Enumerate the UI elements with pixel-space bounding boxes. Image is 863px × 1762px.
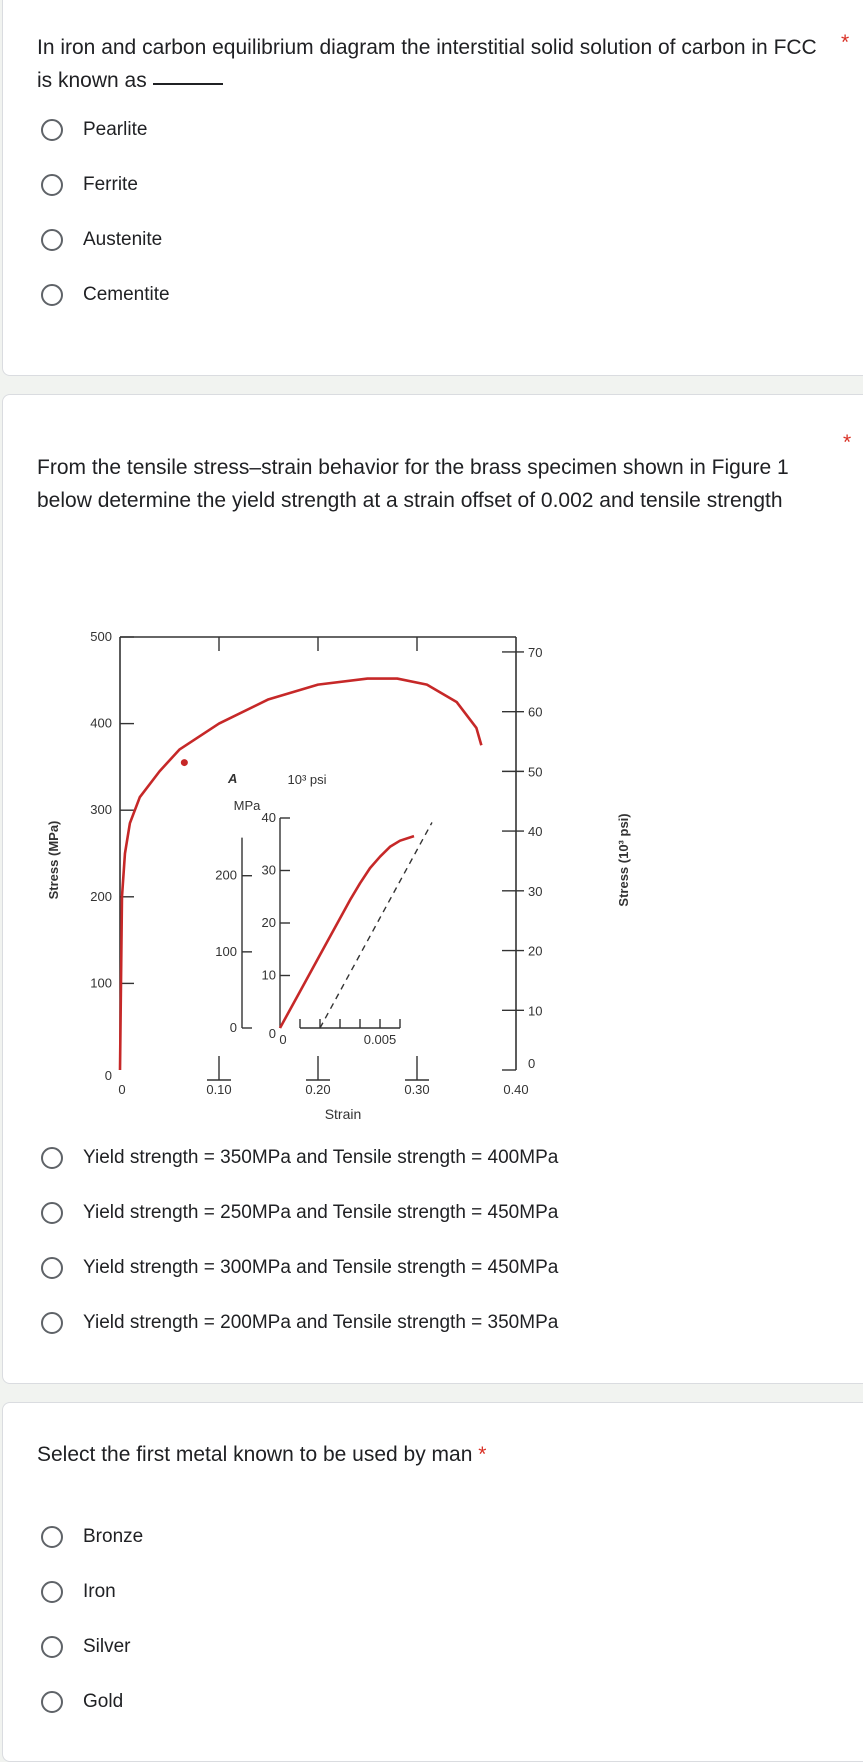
question-card-1: [2, 0, 863, 376]
option-yield-200[interactable]: [37, 1306, 558, 1340]
y-tick-label-left: 400: [90, 715, 112, 731]
inset-psi-tick-label: 20: [261, 915, 276, 930]
y-tick-label-left: 100: [90, 975, 112, 991]
inset-mpa-tick-label: 200: [215, 867, 237, 883]
option-bronze[interactable]: [37, 1520, 143, 1554]
inset-psi-tick-label: 30: [261, 862, 276, 878]
y-tick-label-right: 10: [528, 1003, 543, 1019]
inset-x-tick-label: 0.005: [363, 1032, 397, 1047]
option-ferrite[interactable]: [37, 168, 138, 202]
option-pearlite[interactable]: [37, 113, 147, 147]
x-axis-label: Strain: [324, 1106, 362, 1120]
option-silver[interactable]: [37, 1630, 131, 1664]
option-label: Bronze: [83, 1526, 144, 1547]
radio-button[interactable]: [41, 1581, 63, 1603]
y-tick-label-right: 50: [528, 764, 543, 780]
radio-button[interactable]: [41, 284, 63, 306]
radio-button[interactable]: [41, 174, 63, 196]
point-a-marker: [181, 759, 188, 766]
question-text-2: From the tensile stress–strain behavior for the brass specimen shown in Figure 1 below determine the yield strength at a strain offset of 0.002 and tensile strength: [37, 456, 789, 512]
option-label: Yield strength = 300MPa and Tensile strength = 450MPa: [83, 1257, 559, 1278]
option-iron[interactable]: [37, 1575, 116, 1609]
option-label: Yield strength = 350MPa and Tensile strength = 400MPa: [83, 1147, 559, 1168]
y-tick-label-right: 40: [528, 824, 543, 840]
stress-strain-curve: [120, 679, 481, 1070]
stress-strain-chart: [36, 620, 676, 1120]
inset-mpa-label: MPa: [233, 798, 261, 813]
option-label: Silver: [83, 1636, 131, 1657]
y-tick-label-right: 60: [528, 704, 543, 720]
inset-x-tick-label: 0: [279, 1032, 287, 1047]
x-tick-label: 0.10: [206, 1082, 232, 1097]
x-tick-label: 0.30: [404, 1082, 430, 1097]
option-yield-350[interactable]: [37, 1141, 558, 1175]
option-cementite[interactable]: [37, 278, 170, 312]
y-tick-label-left: 300: [90, 802, 112, 818]
y-tick-label-right: 0: [528, 1056, 536, 1071]
option-yield-250[interactable]: [37, 1196, 558, 1230]
y-tick-label-right: 20: [528, 943, 543, 959]
radio-button[interactable]: [41, 229, 63, 251]
y-tick-label-right: 30: [528, 883, 543, 899]
required-asterisk: *: [843, 431, 852, 454]
inset-curve: [280, 836, 414, 1028]
question-text-1: In iron and carbon equilibrium diagram the interstitial solid solution of carbon in FCC is known as: [37, 36, 817, 92]
option-label: Yield strength = 200MPa and Tensile strength = 350MPa: [83, 1312, 559, 1333]
option-label: Cementite: [83, 284, 170, 305]
option-label: Ferrite: [83, 174, 138, 195]
y-axis-label-left: Stress (MPa): [46, 820, 61, 900]
inset-psi-tick-label: 0: [268, 1026, 276, 1041]
y-axis-label-right: Stress (10³ psi): [616, 813, 631, 907]
required-asterisk: *: [841, 31, 850, 54]
question-text-3: Select the first metal known to be used by man *: [37, 1443, 487, 1466]
option-label: Iron: [83, 1581, 116, 1602]
option-label: Gold: [83, 1691, 124, 1712]
radio-button[interactable]: [41, 1257, 63, 1279]
inset-psi-label: 10³ psi: [287, 772, 327, 787]
x-tick-label: 0: [118, 1082, 126, 1097]
inset-psi-tick-label: 40: [261, 810, 276, 825]
radio-button[interactable]: [41, 1526, 63, 1548]
option-label: Yield strength = 250MPa and Tensile strength = 450MPa: [83, 1202, 559, 1223]
option-gold[interactable]: [37, 1685, 123, 1719]
radio-button[interactable]: [41, 119, 63, 141]
required-asterisk: *: [478, 1443, 487, 1466]
question-card-3: [2, 1402, 863, 1762]
radio-button[interactable]: [41, 1636, 63, 1658]
y-tick-label-left: 200: [90, 888, 112, 904]
y-tick-label-left: 0: [104, 1068, 112, 1083]
answer-blank: [153, 82, 223, 85]
inset-psi-tick-label: 10: [261, 967, 276, 983]
inset-mpa-tick-label: 100: [215, 943, 237, 959]
y-tick-label-right: 70: [528, 644, 543, 660]
radio-button[interactable]: [41, 1202, 63, 1224]
option-label: Pearlite: [83, 119, 148, 140]
radio-button[interactable]: [41, 1691, 63, 1713]
point-a-label: A: [228, 771, 238, 786]
radio-button[interactable]: [41, 1147, 63, 1169]
radio-button[interactable]: [41, 1312, 63, 1334]
inset-mpa-tick-label: 0: [229, 1020, 237, 1035]
x-tick-label: 0.20: [305, 1082, 331, 1097]
option-label: Austenite: [83, 229, 163, 250]
option-austenite[interactable]: [37, 223, 162, 257]
x-tick-label: 0.40: [503, 1082, 529, 1097]
y-tick-label-left: 500: [90, 629, 112, 644]
option-yield-300[interactable]: [37, 1251, 558, 1285]
